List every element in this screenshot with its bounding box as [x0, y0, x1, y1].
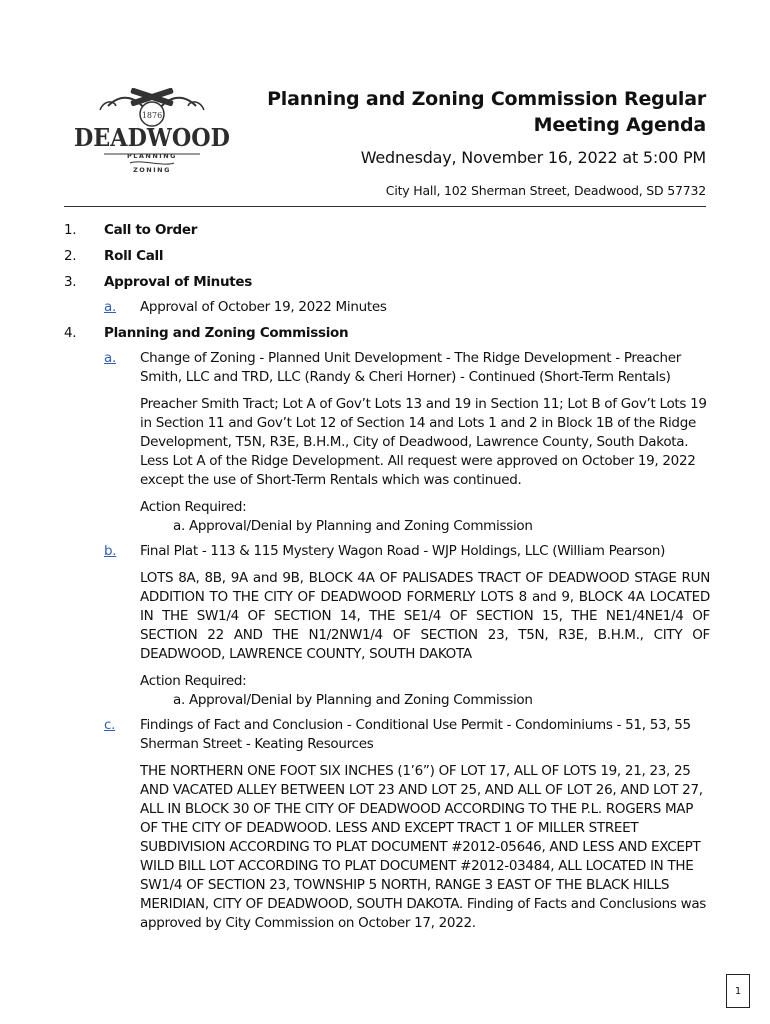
- item-title: Planning and Zoning Commission: [104, 325, 349, 341]
- logo-year: 1876: [141, 111, 163, 120]
- agenda-item-3: [64, 273, 710, 317]
- sub-item-4a: [104, 349, 710, 536]
- item-title: Call to Order: [104, 222, 198, 238]
- action-required: [140, 672, 710, 710]
- page-title: [246, 86, 706, 138]
- agenda-item-2: [64, 247, 710, 266]
- sub-item-link[interactable]: c.: [104, 717, 116, 733]
- item-number: 2.: [64, 248, 77, 264]
- action-label: Action Required:: [140, 499, 247, 515]
- title-line-1: Planning and Zoning Commission Regular: [267, 88, 706, 110]
- item-number: 3.: [64, 274, 77, 290]
- sub-item-title: Change of Zoning - Planned Unit Development - The Ridge Development - Preacher Smith, LLC and TRD, LLC (Randy & Cheri Horner) - Continued (Short-Term Rentals): [140, 350, 681, 385]
- sub-item-description: Preacher Smith Tract; Lot A of Gov’t Lots 13 and 19 in Section 11; Lot B of Gov’t Lots 19 in Section 11 and Gov’t Lot 12 of Section 14 and Lots 1 and 2 in Block 1B of the Ridge Development, T5N, R3E, B.H.M., City of Deadwood, Lawrence County, South Dakota. Less Lot A of the Ridge Development. All request were approved on October 19, 2022 except the use of Short-Term Rentals which was continued.: [140, 396, 707, 488]
- item-title: Approval of Minutes: [104, 274, 253, 290]
- sub-item-description: THE NORTHERN ONE FOOT SIX INCHES (1’6”) OF LOT 17, ALL OF LOTS 19, 21, 23, 25 AND VACATED ALLEY BETWEEN LOT 23 AND LOT 25, AND ALL OF LOT 26, AND LOT 27, ALL IN BLOCK 30 OF THE CITY OF DEADWOOD ACCORDING TO THE P.L. ROGERS MAP OF THE CITY OF DEADWOOD. LESS AND EXCEPT TRACT 1 OF MILLER STREET SUBDIVISION ACCORDING TO PLAT DOCUMENT #2012-05646, AND LESS AND EXCEPT WILD BILL LOT ACCORDING TO PLAT DOCUMENT #2012-03484, ALL LOCATED IN THE SW1/4 OF SECTION 23, TOWNSHIP 5 NORTH, RANGE 3 EAST OF THE BLACK HILLS MERIDIAN, CITY OF DEADWOOD, SOUTH DAKOTA. Finding of Facts and Conclusions was approved by City Commission on October 17, 2022.: [140, 763, 707, 931]
- sub-item-4b: [104, 542, 710, 710]
- deadwood-planning-zoning-logo-icon: [70, 88, 234, 174]
- item-number: 1.: [64, 222, 77, 238]
- logo-line1: PLANNING: [126, 152, 178, 160]
- page-number: 1: [726, 974, 750, 1008]
- sub-item-link[interactable]: a.: [104, 350, 116, 366]
- title-line-2: Meeting Agenda: [533, 114, 706, 136]
- deadwood-logo: [70, 88, 234, 174]
- sub-item-link[interactable]: b.: [104, 543, 117, 559]
- header-divider: [64, 206, 706, 207]
- sub-item-3a: [104, 298, 710, 317]
- sub-item-title: Approval of October 19, 2022 Minutes: [140, 299, 387, 315]
- item-title: Roll Call: [104, 248, 164, 264]
- item-number: 4.: [64, 325, 77, 341]
- agenda-item-4: [64, 324, 710, 933]
- action-text: a. Approval/Denial by Planning and Zoning Commission: [173, 518, 533, 534]
- action-required: [140, 498, 710, 536]
- sub-item-title: Final Plat - 113 & 115 Mystery Wagon Road - WJP Holdings, LLC (William Pearson): [140, 543, 666, 559]
- action-text: a. Approval/Denial by Planning and Zoning Commission: [173, 692, 533, 708]
- meeting-date: Wednesday, November 16, 2022 at 5:00 PM: [360, 148, 706, 167]
- logo-name: DEADWOOD: [74, 123, 230, 152]
- sub-item-link[interactable]: a.: [104, 299, 116, 315]
- logo-line2: ZONING: [133, 166, 171, 174]
- action-label: Action Required:: [140, 673, 247, 689]
- agenda-list: [64, 221, 710, 933]
- sub-item-4c: [104, 716, 710, 933]
- sub-item-title: Findings of Fact and Conclusion - Conditional Use Permit - Condominiums - 51, 53, 55 Sherman Street - Keating Resources: [140, 717, 691, 752]
- agenda-item-1: [64, 221, 710, 240]
- sub-item-description: LOTS 8A, 8B, 9A and 9B, BLOCK 4A OF PALISADES TRACT OF DEADWOOD STAGE RUN ADDITION TO THE CITY OF DEADWOOD FORMERLY LOTS 8 and 9, BLOCK 4A LOCATED IN THE SW1/4 OF SECTION 14, THE SE1/4 OF SECTION 15, THE NE1/4NE1/4 OF SECTION 22 AND THE N1/2NW1/4 OF SECTION 23, T5N, R3E, B.H.M., CITY OF DEADWOOD, LAWRENCE COUNTY, SOUTH DAKOTA: [140, 570, 710, 662]
- meeting-location: City Hall, 102 Sherman Street, Deadwood, SD 57732: [385, 183, 706, 198]
